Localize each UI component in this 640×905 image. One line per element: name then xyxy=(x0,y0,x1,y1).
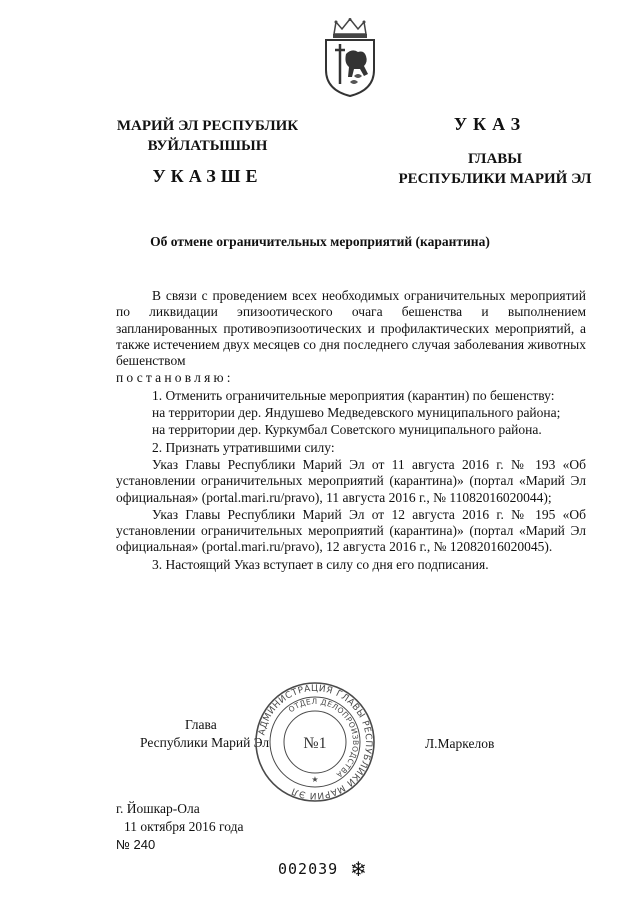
document-title: Об отмене ограничительных мероприятий (карантина) xyxy=(150,234,490,249)
header-left-line1: МАРИЙ ЭЛ РЕСПУБЛИК xyxy=(116,118,299,134)
asterisk-icon: ❄ xyxy=(350,859,367,881)
header-right-title: УКАЗ xyxy=(453,114,527,134)
footer-number: № 240 xyxy=(116,837,156,852)
paragraph-decree-word-wrap xyxy=(116,370,586,386)
stamp-star-icon: ★ xyxy=(311,775,319,784)
stamp-number: №1 xyxy=(303,735,327,752)
serial-number: 002039 xyxy=(278,860,339,878)
header-right-line1: ГЛАВЫ xyxy=(467,151,523,167)
header-right-line2: РЕСПУБЛИКИ МАРИЙ ЭЛ xyxy=(398,171,592,187)
signature-position-line1: Глава xyxy=(185,717,217,732)
footer-place: г. Йошкар-Ола xyxy=(116,801,200,816)
paragraph-item2-b: Указ Главы Республики Марий Эл от 12 августа 2016 г. № 195 «Об установлении ограничительных мероприятий (карантина)» (портал «Марий Эл официальная» (portal.mari.ru/pravo), 12 августа 2016 г., № 12082016020045). xyxy=(116,506,586,555)
header-left xyxy=(100,116,315,156)
stamp-outer-text: АДМИНИСТРАЦИЯ ГЛАВЫ РЕСПУБЛИКИ МАРИЙ ЭЛ xyxy=(257,683,374,801)
coat-of-arms-emblem xyxy=(320,18,380,98)
paragraph-item1: 1. Отменить ограничительные мероприятия (карантин) по бешенству: xyxy=(152,387,555,403)
paragraph-item2-a: Указ Главы Республики Марий Эл от 11 августа 2016 г. № 193 «Об установлении ограничительных мероприятий (карантина)» (портал «Марий Эл официальная» (portal.mari.ru/pravo), 11 августа 2016 г., № 11082016020044); xyxy=(116,456,586,505)
paragraph-item2: 2. Признать утратившими силу: xyxy=(152,439,335,455)
paragraph-item1-b: на территории дер. Куркумбал Советского муниципального района. xyxy=(152,422,542,438)
signature-position-line2: Республики Марий Эл xyxy=(140,735,270,750)
paragraph-item3: 3. Настоящий Указ вступает в силу со дня его подписания. xyxy=(152,556,489,572)
official-stamp xyxy=(254,681,376,803)
stamp-inner-text: ОТДЕЛ ДЕЛОПРОИЗВОДСТВА xyxy=(286,696,361,780)
paragraph-intro: В связи с проведением всех необходимых ограничительных мероприятий по ликвидации эпизоотического очага бешенства и выполнением запланированных противоэпизоотических и профилактических мероприятий, а также истечением двух месяцев со дня последнего случая заболевания животных бешенством xyxy=(116,288,586,369)
decree-word: постановляю: xyxy=(116,370,234,386)
header-left-line2: ВУЙЛАТЫШЫН xyxy=(147,138,268,154)
footer-date: 11 октября 2016 года xyxy=(124,819,244,834)
paragraph-item1-a: на территории дер. Яндушево Медведевского муниципального района; xyxy=(152,405,561,421)
document-footer xyxy=(116,800,243,854)
header-right xyxy=(360,149,630,189)
signature-name: Л.Маркелов xyxy=(425,736,495,751)
document-body xyxy=(116,288,586,573)
header-left-title: УКАЗШЕ xyxy=(152,166,263,186)
